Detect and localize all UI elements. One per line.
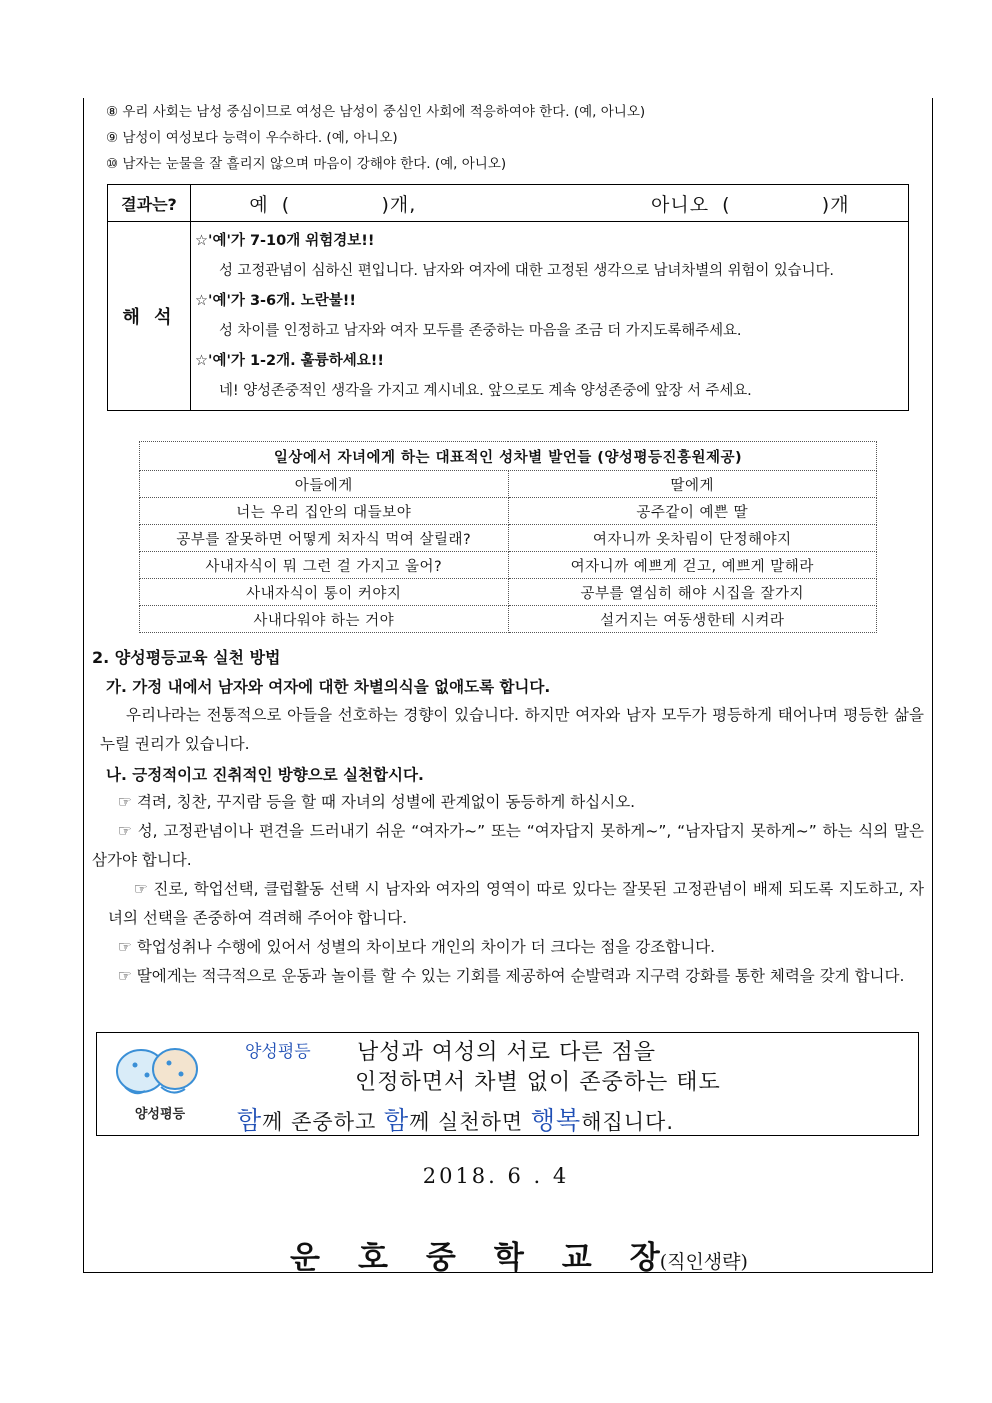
question-9: ⑨ 남성이 여성보다 능력이 우수하다. (예, 아니오) — [106, 130, 398, 146]
son-statement: 사내자식이 뭐 그런 걸 가지고 울어? — [140, 552, 509, 579]
section2-title: 2. 양성평등교육 실천 방법 — [92, 648, 281, 667]
gender-equality-logo — [105, 1041, 215, 1125]
interp-body-3: 네! 양성존중적인 생각을 가지고 계시네요. 앞으로도 계속 양성존중에 앞장 서 주세요. — [219, 383, 752, 399]
bullet-5: ☞ 딸에게는 적극적으로 운동과 놀이를 할 수 있는 기회를 제공하여 순발력과 지구력 강화를 통한 체력을 갖게 합니다. — [118, 967, 905, 985]
col-header-daughters: 딸에게 — [508, 471, 877, 498]
section2-a-body: 우리나라는 전통적으로 아들을 선호하는 경향이 있습니다. 하지만 여자와 남자 모두가 평등하게 태어나며 평등한 삶을 누릴 권리가 있습니다. — [100, 706, 924, 753]
interpretation-content — [191, 222, 909, 411]
interp-heading-1: ☆'예'가 7-10개 위험경보!! — [195, 233, 375, 249]
slogan-word-happiness: 행복 — [530, 1106, 582, 1135]
interpretation-label: 해 석 — [108, 222, 191, 411]
bullet-2: ☞ 성, 고정관념이나 편견을 드러내기 쉬운 “여자가~” 또는 “여자답지 못하게~”, “남자답지 못하게~” 하는 식의 말은 삼가야 합니다. — [92, 822, 924, 869]
daughter-statement: 공부를 열심히 해야 시집을 잘가지 — [508, 579, 877, 606]
table-row — [140, 498, 877, 525]
result-table — [107, 184, 909, 411]
slogan-line-2: 인정하면서 차별 없이 존중하는 태도 — [355, 1070, 721, 1095]
son-statement: 사내다워야 하는 거야 — [140, 606, 509, 633]
interp-body-1: 성 고정관념이 심하신 편입니다. 남자와 여자에 대한 고정된 생각으로 남녀차별의 위험이 있습니다. — [219, 263, 834, 279]
slogan-word-together-2: 함 — [383, 1106, 410, 1135]
result-count: 예 ( )개, 아니오 ( )개 — [191, 185, 909, 222]
slogan-word-become: 해집니다. — [581, 1110, 675, 1134]
signature — [290, 1232, 748, 1277]
interp-body-2: 성 차이를 인정하고 남자와 여자 모두를 존중하는 마음을 조금 더 가지도록해주세요. — [219, 323, 742, 339]
daughter-statement: 여자니까 옷차림이 단정해야지 — [508, 525, 877, 552]
table-row — [140, 525, 877, 552]
daughter-statement: 여자니까 예쁘게 걷고, 예쁘게 말해라 — [508, 552, 877, 579]
logo-text: 양성평등 — [134, 1107, 186, 1122]
slogan-word-together-1: 함 — [237, 1106, 263, 1135]
result-label: 결과는? — [108, 185, 191, 222]
section2-a-heading: 가. 가정 내에서 남자와 여자에 대한 차별의식을 없애도록 합니다. — [106, 678, 551, 696]
bullet-4: ☞ 학업성취나 수행에 있어서 성별의 차이보다 개인의 차이가 더 크다는 점을 강조합니다. — [118, 938, 716, 956]
gender-statements-table — [139, 441, 877, 633]
interp-heading-2: ☆'예'가 3-6개. 노란불!! — [195, 293, 356, 309]
daughter-statement: 설거지는 여동생한테 시켜라 — [508, 606, 877, 633]
son-statement: 너는 우리 집안의 대들보야 — [140, 498, 509, 525]
son-statement: 사내자식이 통이 커야지 — [140, 579, 509, 606]
slogan-box — [96, 1032, 919, 1136]
table-row — [140, 606, 877, 633]
slogan-label: 양성평등 — [245, 1042, 311, 1062]
daughter-statement: 공주같이 예쁜 딸 — [508, 498, 877, 525]
school-name: 운호중학교 — [290, 1240, 630, 1276]
bullet-1: ☞ 격려, 칭찬, 꾸지람 등을 할 때 자녀의 성별에 관계없이 동등하게 하십시오. — [118, 793, 636, 811]
son-statement: 공부를 잘못하면 어떻게 처자식 먹여 살릴래? — [140, 525, 509, 552]
col-header-sons: 아들에게 — [140, 471, 509, 498]
interp-heading-3: ☆'예'가 1-2개. 훌륭하세요!! — [195, 353, 384, 369]
document-date: 2018. 6 . 4 — [422, 1164, 570, 1188]
question-8: ⑧ 우리 사회는 남성 중심이므로 여성은 남성이 중심인 사회에 적응하여야 한다. (예, 아니오) — [106, 104, 646, 120]
slogan-word-practice: 께 실천하면 — [409, 1110, 531, 1134]
table-row — [140, 552, 877, 579]
principal-title: 장 — [629, 1240, 660, 1276]
bullet-3: ☞ 진로, 학업선택, 클럽활동 선택 시 남자와 여자의 영역이 따로 있다는 잘못된 고정관념이 배제 되도록 지도하고, 자녀의 선택을 존중하여 격려해 주어야 합니다. — [108, 880, 924, 927]
slogan-line-1: 남성과 여성의 서로 다른 점을 — [357, 1040, 656, 1065]
seal-omitted-note: (직인생략) — [659, 1251, 748, 1273]
question-10: ⑩ 남자는 눈물을 잘 흘리지 않으며 마음이 강해야 한다. (예, 아니오) — [106, 156, 507, 172]
slogan-line-3 — [237, 1101, 674, 1137]
table-row — [140, 579, 877, 606]
section2-b-heading: 나. 긍정적이고 진취적인 방향으로 실천합시다. — [106, 766, 424, 784]
slogan-word-respect: 께 존중하고 — [262, 1110, 384, 1134]
gender-table-title: 일상에서 자녀에게 하는 대표적인 성차별 발언들 (양성평등진흥원제공) — [140, 442, 877, 471]
